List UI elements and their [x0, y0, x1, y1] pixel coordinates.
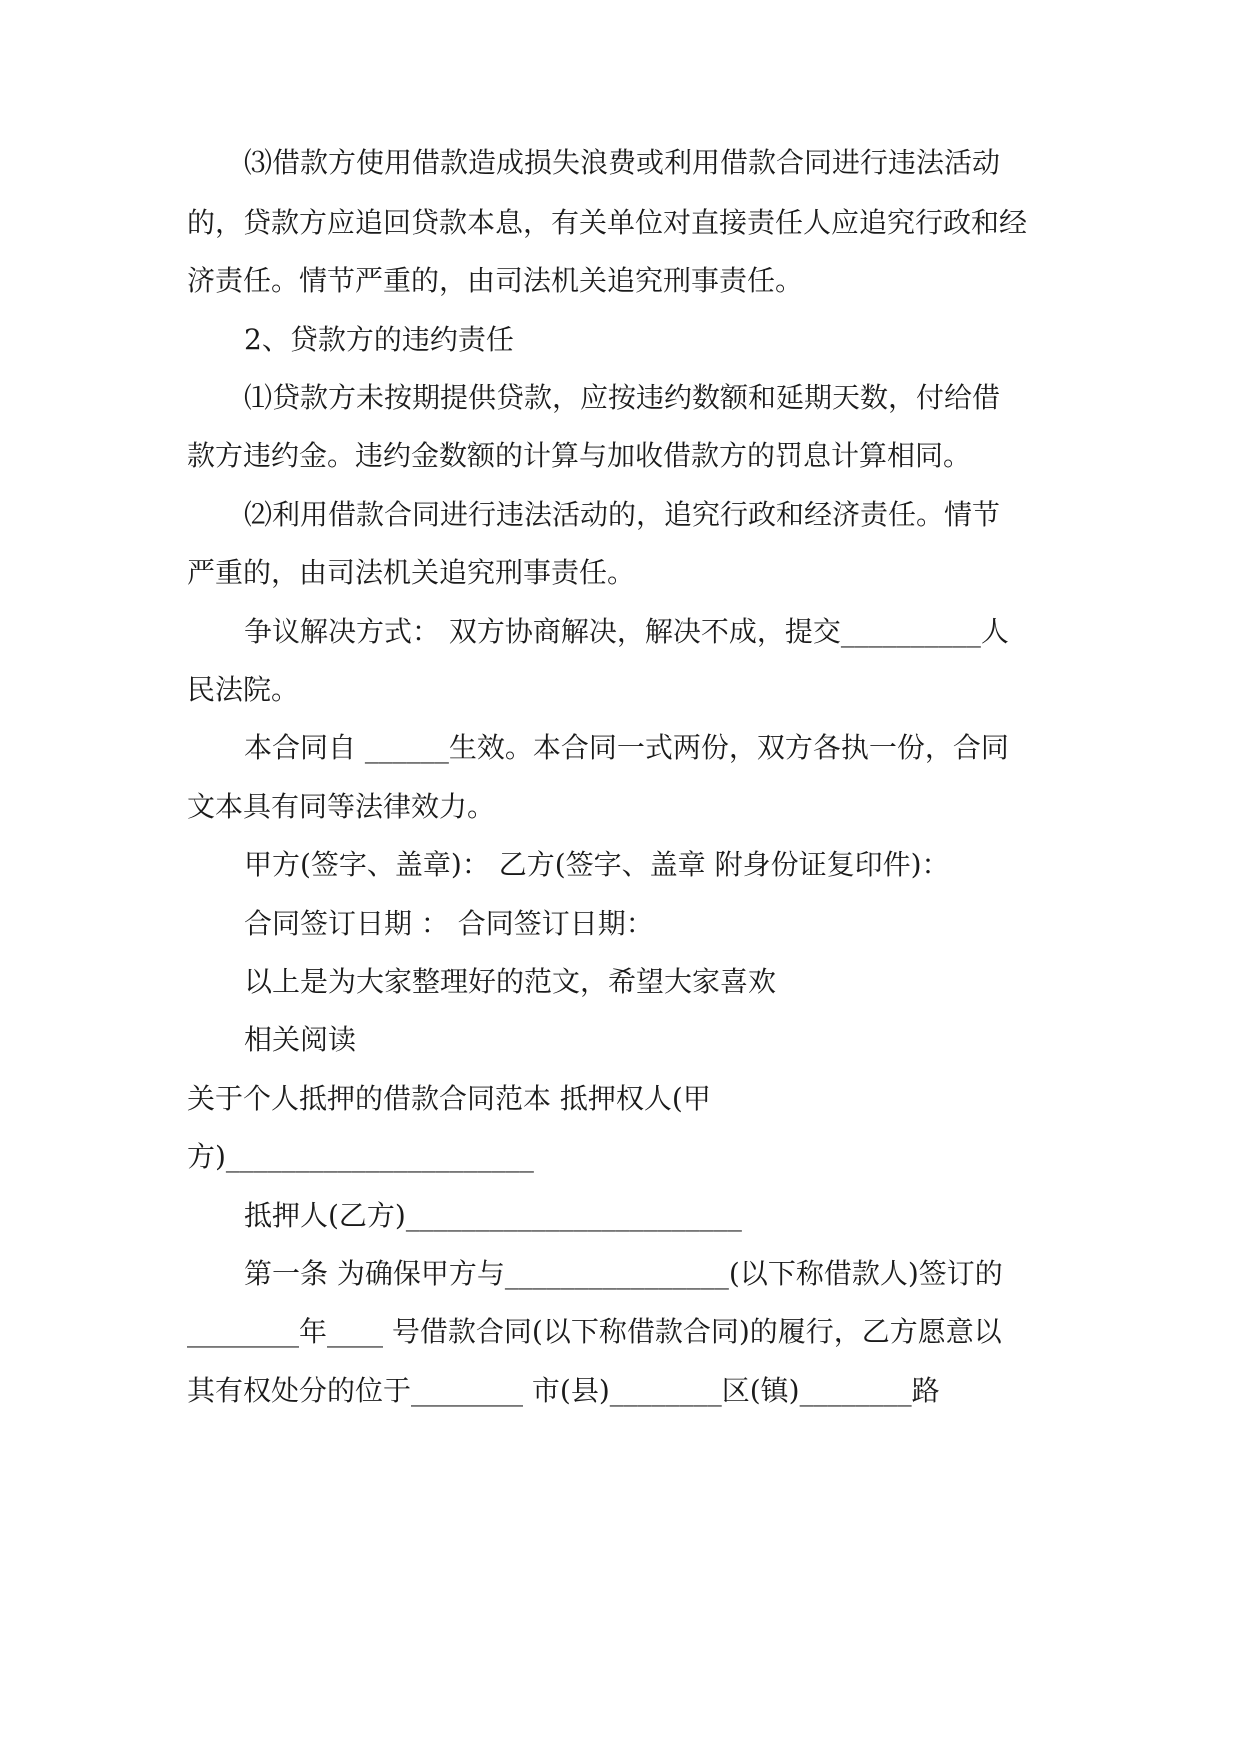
paragraph-line: 本合同自 ______生效。本合同一式两份，双方各执一份，合同	[244, 731, 1009, 764]
section-heading: 2、贷款方的违约责任	[244, 323, 514, 356]
paragraph-line: 其有权处分的位于________ 市(县)________区(镇)________路	[187, 1374, 940, 1407]
paragraph-line: ⑴贷款方未按期提供贷款，应按违约数额和延期天数，付给借	[244, 381, 1001, 414]
paragraph-line: 的，贷款方应追回贷款本息，有关单位对直接责任人应追究行政和经	[187, 206, 1028, 239]
signing-date-line: 合同签订日期 ： 合同签订日期：	[244, 907, 654, 940]
paragraph-line: 以上是为大家整理好的范文，希望大家喜欢	[244, 965, 777, 998]
signature-line: 甲方(签字、盖章)： 乙方(签字、盖章 附身份证复印件)：	[244, 848, 950, 881]
paragraph-line: 严重的，由司法机关追究刑事责任。	[187, 556, 636, 589]
paragraph-line: 争议解决方式： 双方协商解决，解决不成，提交__________人	[244, 615, 1009, 648]
related-reading-heading: 相关阅读	[244, 1023, 357, 1056]
paragraph-line: 第一条 为确保甲方与________________(以下称借款人)签订的	[244, 1257, 1003, 1290]
paragraph-line: ⑵利用借款合同进行违法活动的，追究行政和经济责任。情节	[244, 498, 1001, 531]
paragraph-line: 文本具有同等法律效力。	[187, 790, 496, 823]
paragraph-line: 抵押人(乙方)________________________	[244, 1199, 742, 1232]
paragraph-line: 民法院。	[187, 673, 300, 706]
paragraph-line: 济责任。情节严重的，由司法机关追究刑事责任。	[187, 264, 804, 297]
paragraph-line: ⑶借款方使用借款造成损失浪费或利用借款合同进行违法活动	[244, 146, 1001, 179]
paragraph-line: 方)______________________	[187, 1140, 534, 1173]
paragraph-line: ________年____ 号借款合同(以下称借款合同)的履行，乙方愿意以	[187, 1315, 1002, 1348]
paragraph-line: 款方违约金。违约金数额的计算与加收借款方的罚息计算相同。	[187, 439, 972, 472]
related-title-line: 关于个人抵押的借款合同范本 抵押权人(甲	[187, 1082, 711, 1115]
